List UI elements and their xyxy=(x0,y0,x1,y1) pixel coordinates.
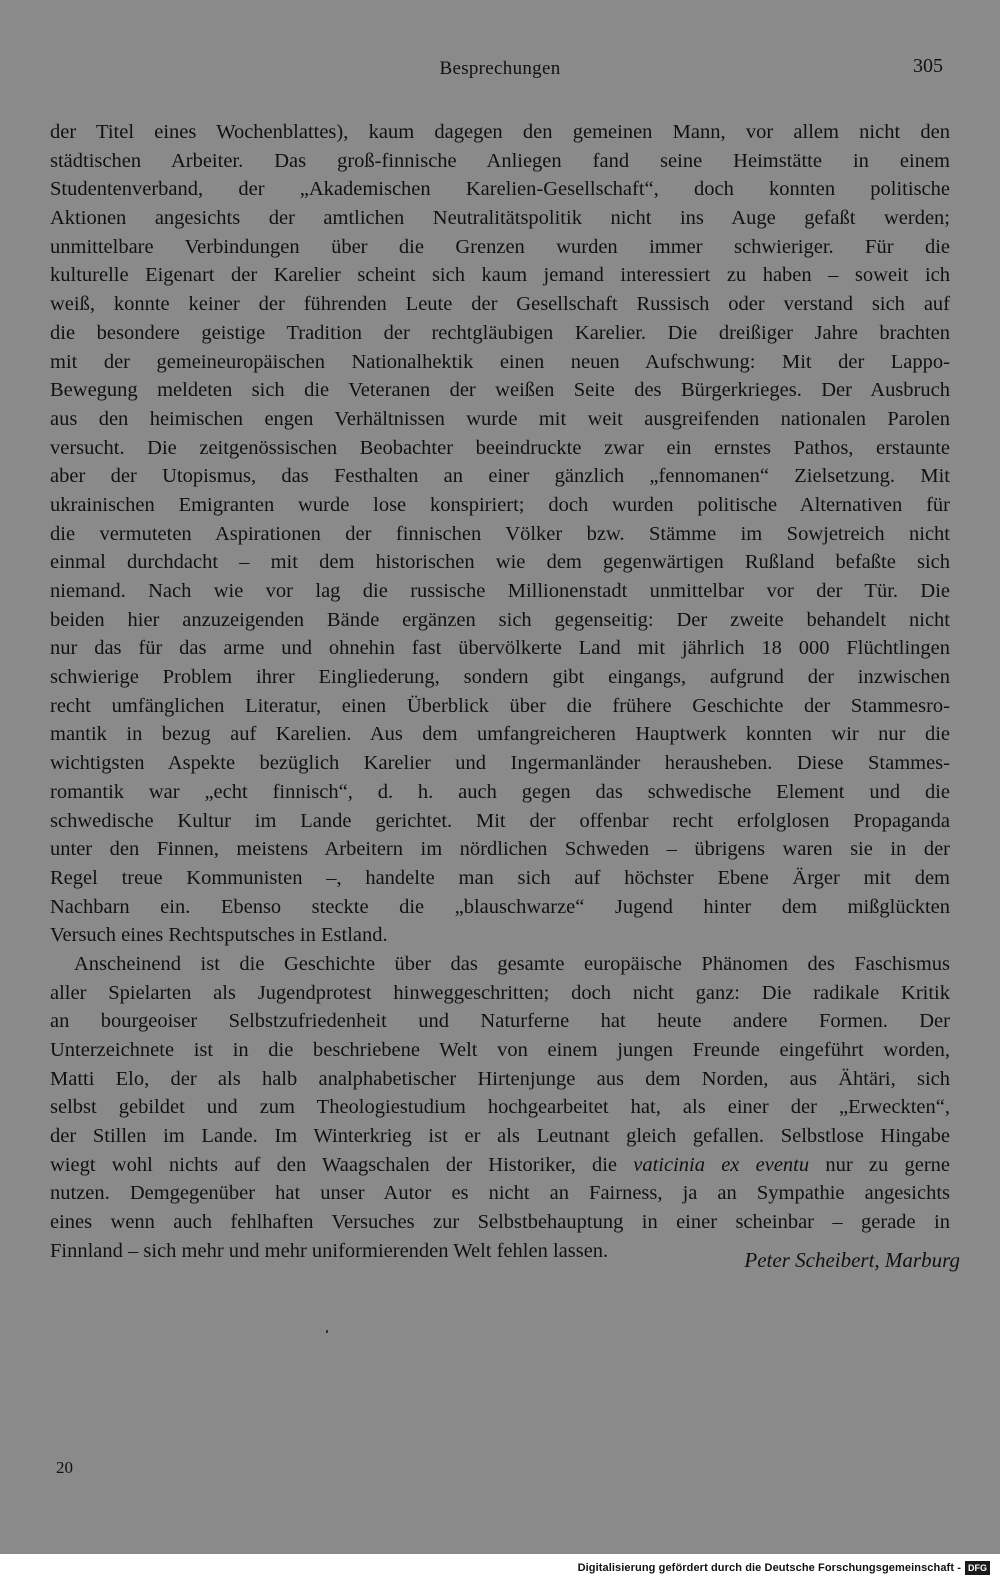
text-line: unter den Finnen, meistens Arbeitern im nördlichen Schweden – übrigens waren sie in der xyxy=(50,838,950,861)
text-line: selbst gebildet und zum Theologiestudium hochgearbeitet hat, als einer der „Erweckten“, xyxy=(50,1096,950,1119)
scan-speck xyxy=(326,1330,328,1333)
text-line: die besondere geistige Tradition der rechtgläubigen Karelier. Die dreißiger Jahre brachten xyxy=(50,321,950,344)
paragraph xyxy=(50,950,950,1266)
footer-credit-text: Digitalisierung gefördert durch die Deutsche Forschungsgemeinschaft - xyxy=(577,1562,961,1574)
text-line: nutzen. Demgegenüber hat unser Autor es nicht an Fairness, ja an Sympathie angesichts xyxy=(50,1182,950,1205)
text-line: romantik war „echt finnisch“, d. h. auch gegen das schwedische Element und die xyxy=(50,780,950,803)
text-line: eines wenn auch fehlhaften Versuches zur Selbstbehauptung in einer scheinbar – gerade in xyxy=(50,1211,950,1234)
text-line: weiß, konnte keiner der führenden Leute der Gesellschaft Russisch oder verstand sich auf xyxy=(50,293,950,316)
text-line: Matti Elo, der als halb analphabetischer Hirtenjunge aus dem Norden, aus Ähtäri, sich xyxy=(50,1067,950,1090)
text-line: Nachbarn ein. Ebenso steckte die „blauschwarze“ Jugend hinter dem mißglückten xyxy=(50,895,950,918)
text-line: Aktionen angesichts der amtlichen Neutralitätspolitik nicht ins Auge gefaßt werden; xyxy=(50,207,950,230)
sheet-signature-number: 20 xyxy=(56,1458,73,1477)
text-line: wichtigsten Aspekte bezüglich Karelier und Ingermanländer herausheben. Diese Stammes- xyxy=(50,752,950,775)
text-line: mantik in bezug auf Karelien. Aus dem umfangreicheren Hauptwerk konnten wir nur die xyxy=(50,723,950,746)
text-line: kulturelle Eigenart der Karelier scheint sich kaum jemand interessiert zu haben – soweit ich xyxy=(50,264,950,287)
text-line: Bewegung meldeten sich die Veteranen der weißen Seite des Bürgerkrieges. Der Ausbruch xyxy=(50,379,950,402)
text-line: wiegt wohl nichts auf den Waagschalen der Historiker, die vaticinia ex eventu nur zu gerne xyxy=(50,1153,951,1176)
text-line: recht umfänglichen Literatur, einen Überblick über die frühere Geschichte der Stammesro- xyxy=(50,694,950,717)
text-line: ukrainischen Emigranten wurde lose konspiriert; doch wurden politische Alternativen für xyxy=(50,493,950,516)
text-line: unmittelbare Verbindungen über die Grenzen wurden immer schwieriger. Für die xyxy=(50,235,950,258)
author-signature: Peter Scheibert, Marburg xyxy=(744,1248,960,1272)
text-line: beiden hier anzuzeigenden Bände ergänzen sich gegenseitig: Der zweite behandelt nicht xyxy=(50,608,950,631)
dfg-logo-icon: DFG xyxy=(965,1561,990,1575)
text-line: versucht. Die zeitgenössischen Beobachter beeindruckte zwar ein ernstes Pathos, erstaunte xyxy=(50,436,950,459)
paragraph xyxy=(50,118,950,950)
text-line: Studentenverband, der „Akademischen Karelien-Gesellschaft“, doch konnten politische xyxy=(50,178,950,201)
text-line: der Titel eines Wochenblattes), kaum dagegen den gemeinen Mann, vor allem nicht den xyxy=(50,121,950,143)
text-line: städtischen Arbeiter. Das groß-finnische Anliegen fand seine Heimstätte in einem xyxy=(50,149,950,172)
page-number: 305 xyxy=(913,55,943,77)
text-line: an bourgeoiser Selbstzufriedenheit und Naturferne hat heute andere Formen. Der xyxy=(50,1010,950,1033)
digitization-credit xyxy=(578,1560,990,1576)
text-line: Regel treue Kommunisten –, handelte man sich auf höchster Ebene Ärger mit dem xyxy=(50,866,950,889)
text-line: schwedische Kultur im Lande gerichtet. Mit der offenbar recht erfolglosen Propaganda xyxy=(50,809,950,832)
text-line: Anscheinend ist die Geschichte über das gesamte europäische Phänomen des Faschismus xyxy=(74,952,950,975)
text-line: aller Spielarten als Jugendprotest hinweggeschritten; doch nicht ganz: Die radikale Kritik xyxy=(50,981,950,1004)
latin-phrase: vaticinia ex eventu xyxy=(633,1153,810,1176)
text-line: Unterzeichnete ist in die beschriebene Welt von einem jungen Freunde eingeführt worden, xyxy=(50,1039,950,1061)
text-line: Finnland – sich mehr und mehr uniformierenden Welt fehlen lassen. xyxy=(50,1239,609,1262)
text-line: aber der Utopismus, das Festhalten an einer gänzlich „fennomanen“ Zielsetzung. Mit xyxy=(50,465,950,488)
text-line: einmal durchdacht – mit dem historischen wie dem gegenwärtigen Rußland befaßte sich xyxy=(50,551,950,574)
text-line: Versuch eines Rechtsputsches in Estland. xyxy=(50,924,388,947)
text-line: niemand. Nach wie vor lag die russische Millionenstadt unmittelbar vor der Tür. Die xyxy=(50,580,950,602)
text-line: die vermuteten Aspirationen der finnischen Völker bzw. Stämme im Sowjetreich nicht xyxy=(50,522,950,545)
article-body xyxy=(50,118,950,1266)
text-line: schwierige Problem ihrer Eingliederung, sondern gibt eingangs, aufgrund der inzwischen xyxy=(50,666,950,689)
text-line: aus den heimischen engen Verhältnissen wurde mit weit ausgreifenden nationalen Parolen xyxy=(50,407,950,430)
text-line: der Stillen im Lande. Im Winterkrieg ist er als Leutnant gleich gefallen. Selbstlose Hingabe xyxy=(50,1125,950,1148)
text-line: mit der gemeineuropäischen Nationalhektik einen neuen Aufschwung: Mit der Lappo- xyxy=(50,350,950,373)
running-title: Besprechungen xyxy=(439,58,561,79)
text-line: nur das für das arme und ohnehin fast übervölkerte Land mit jährlich 18 000 Flüchtlingen xyxy=(50,637,950,660)
